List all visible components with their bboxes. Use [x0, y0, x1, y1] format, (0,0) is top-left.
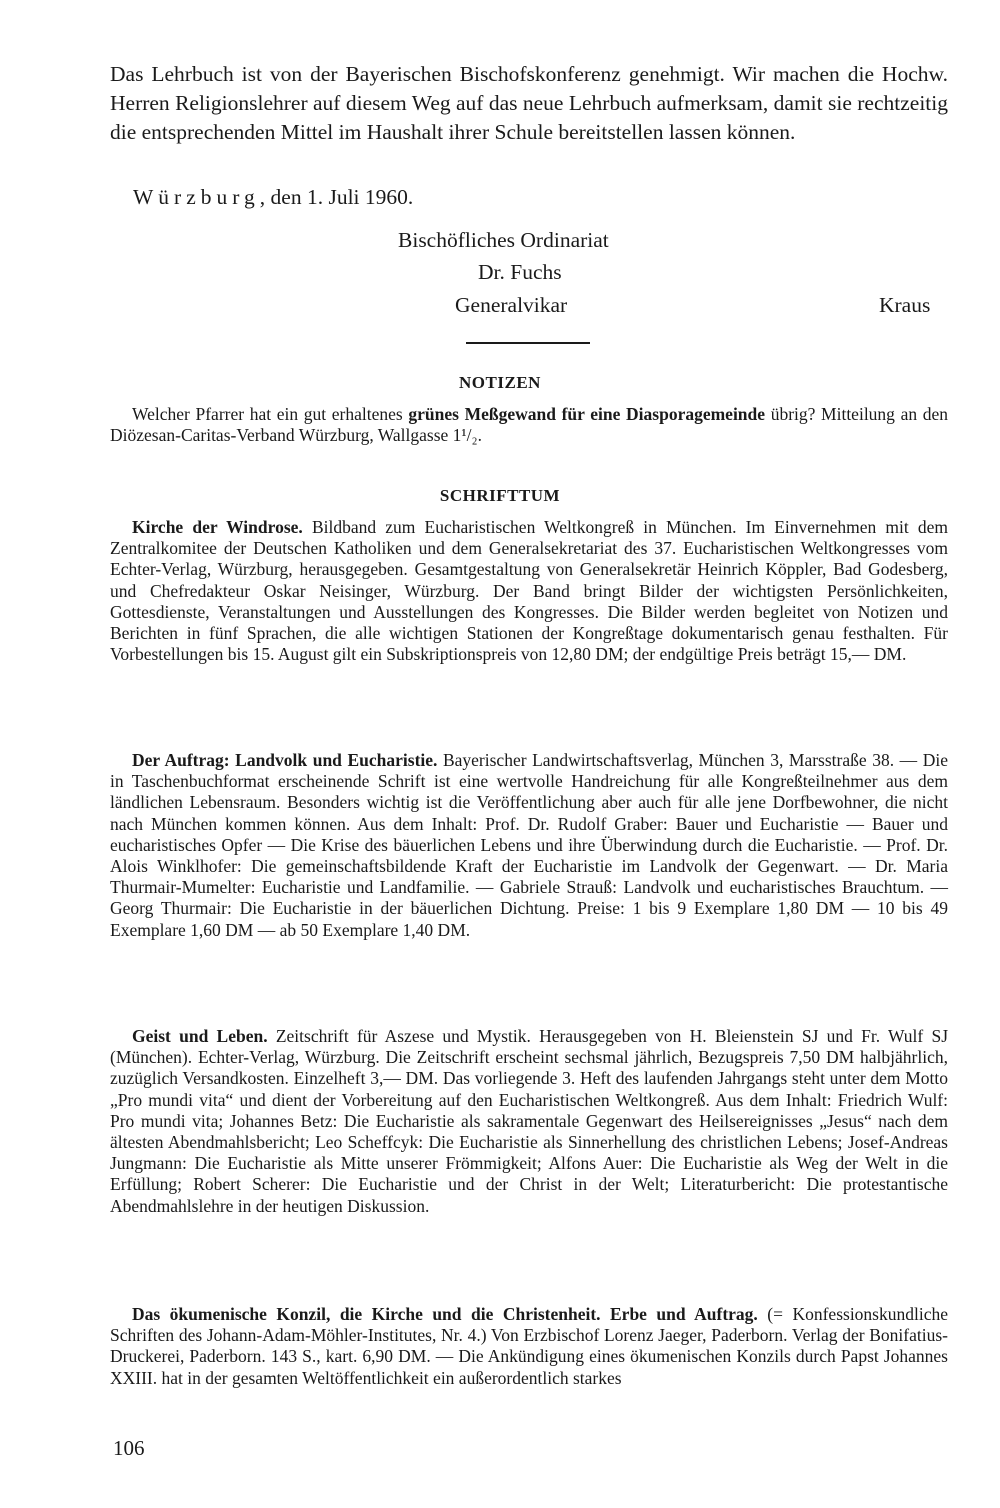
dateline [133, 183, 413, 212]
signature-title: Generalvikar [455, 293, 568, 317]
entry-text: Bayerischer Landwirtschaftsverlag, München 3, Marsstraße 38. — Die in Taschenbuchformat erscheinende Schrift ist eine wertvolle Handreichung für alle Kongreßteilnehmer aus dem ländlichen Lebensraum. Besonders wichtig ist die Veröffentlichung aber auch für alle jene Dorfbewohner, die nicht nach München kommen können. Aus dem Inhalt: Prof. Dr. Rudolf Graber: Bauer und Eucharistie — Bauer und eucharistisches Opfer — Die Krise des bäuerlichen Lebens und ihre Überwindung durch die Eucharistie. — Prof. Dr. Alois Winklhofer: Die gemeinschaftsbildende Kraft der Eucharistie im Landvolk der Gegenwart. — Dr. Maria Thurmair-Mumelter: Eucharistie und Landfamilie. — Gabriele Strauß: Landvolk und eucharistisches Brauchtum. — Georg Thurmair: Die Eucharistie in der bäuerlichen Dichtung. Preise: 1 bis 9 Exemplare 1,80 DM — 10 bis 49 Exemplare 1,60 DM — ab 50 Exemplare 1,40 DM. [110, 750, 948, 940]
entry-title: Kirche der Windrose. [132, 517, 303, 537]
entry-text: Bildband zum Eucharistischen Weltkongreß in München. Im Einvernehmen mit dem Zentralkomitee der Deutschen Katholiken und dem Generalsekretariat des 37. Eucharistischen Weltkongresses vom Echter-Verlag, Würzburg, herausgegeben. Gesamtgestaltung von Generalsekretär Heinrich Köppler, Bad Godesberg, und Chefredakteur Oskar Neisinger, Würzburg. Der Band bringt Bilder der wichtigsten Persönlichkeiten, Gottesdienste, Veranstaltungen und Ausstellungen des Kongresses. Die Bilder werden begleitet von Notizen und Berichten in fünf Sprachen, die alle wichtigen Stationen der Kongreßtage dokumentarisch genau festhalten. Für Vorbestellungen bis 15. August gilt ein Subskriptionspreis von 12,80 DM; der endgültige Preis beträgt 15,— DM. [110, 517, 948, 665]
page-number: 106 [113, 1436, 145, 1460]
entry-text: (= Konfessionskundliche Schriften des Johann-Adam-Möhler-Institutes, Nr. 4.) Von Erzbischof Lorenz Jaeger, Paderborn. Verlag der Bonifatius-Druckerei, Paderborn. 143 S., kart. 6,90 DM. — Die Ankündigung eines ökumenischen Konzils durch Papst Johannes XXIII. hat in der gesamten Weltöffentlichkeit ein außerordentlich starkes [110, 1304, 948, 1388]
notizen-bold: grünes Meßgewand für eine Diasporagemeinde [408, 404, 766, 424]
entry-text: Zeitschrift für Aszese und Mystik. Herausgegeben von H. Bleienstein SJ und Fr. Wulf SJ (München). Echter-Verlag, Würzburg. Die Zeitschrift erscheint sechsmal jährlich, Bezugspreis 7,50 DM halbjährlich, zuzüglich Versandkosten. Einzelheft 3,— DM. Das vorliegende 3. Heft des laufenden Jahrgangs steht unter dem Motto „Pro mundi vita“ und dient der Vorbereitung auf den Eucharistischen Weltkongreß. Aus dem Inhalt: Friedrich Wulf: Pro mundi vita; Johannes Betz: Die Eucharistie als sakramentale Gegenwart des Heilsereignisses „Jesus“ nach dem ältesten Abendmahlsbericht; Leo Scheffcyk: Die Eucharistie als Sinnerhellung des christlichen Lebens; Josef-Andreas Jungmann: Die Eucharistie als Mitte unserer Frömmigkeit; Alfons Auer: Die Eucharistie als Weg der Welt in die Erfüllung; Robert Scherer: Die Eucharistie und der Christ in der Welt; Literaturbericht: Die protestantische Abendmahlslehre in der heutigen Diskussion. [110, 1026, 949, 1216]
notizen-rest: übrig? Mitteilung an den Diözesan-Caritas-Verband Würzburg, Wallgasse 1¹/₂. [110, 404, 948, 446]
signature-cosigner: Kraus [879, 293, 931, 317]
notizen-lead: Welcher Pfarrer hat ein gut erhaltenes [132, 404, 409, 424]
notizen-heading: NOTIZEN [459, 373, 541, 392]
entry-title: Das ökumenische Konzil, die Kirche und die Christenheit. Erbe und Auftrag. [132, 1304, 758, 1324]
dateline-place: Würzburg [133, 185, 260, 209]
schrifttum-entry [110, 1026, 948, 1217]
intro-paragraph: Das Lehrbuch ist von der Bayerischen Bischofskonferenz genehmigt. Wir machen die Hochw. Herren Religionslehrer auf diesem Weg auf das neue Lehrbuch aufmerksam, damit sie rechtzeitig die entsprechenden Mittel im Haushalt ihrer Schule bereitstellen lassen können. [110, 62, 948, 144]
section-divider [466, 342, 590, 344]
schrifttum-entry [110, 1304, 948, 1389]
entry-title: Der Auftrag: Landvolk und Eucharistie. [132, 750, 438, 770]
notizen-paragraph [110, 404, 948, 446]
schrifttum-entry [110, 517, 948, 665]
schrifttum-heading: SCHRIFTTUM [439, 486, 561, 505]
signature-name: Dr. Fuchs [478, 260, 562, 284]
signature-office: Bischöfliches Ordinariat [398, 228, 609, 252]
entry-title: Geist und Leben. [132, 1026, 268, 1046]
schrifttum-entry [110, 750, 948, 941]
dateline-date: , den 1. Juli 1960. [259, 185, 414, 209]
